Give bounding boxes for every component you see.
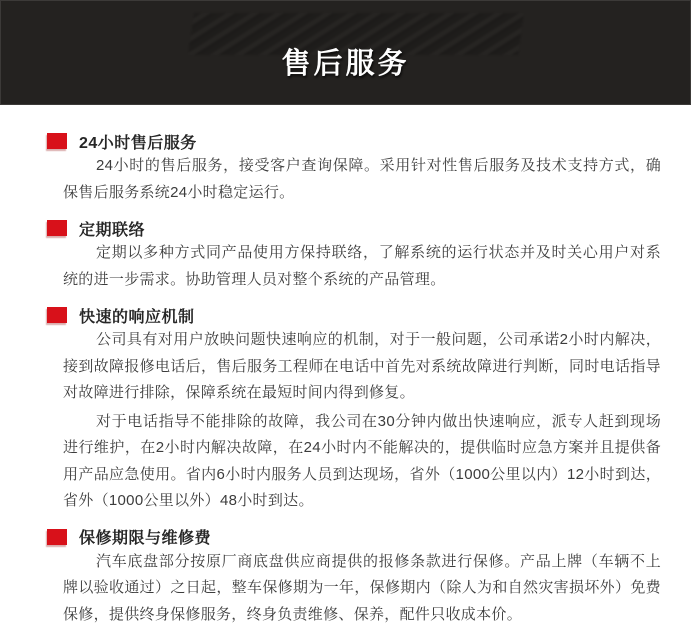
service-section (47, 131, 661, 206)
section-heading (47, 305, 661, 325)
red-square-bullet-icon (47, 307, 67, 323)
section-paragraph: 对于电话指导不能排除的故障，我公司在30分钟内做出快速响应，派专人赶到现场进行维护，在2小时内解决故障，在24小时内不能解决的，提供临时应急方案并且提供备用产品应急使用。省内6小时内服务人员到达现场，省外（1000公里以内）12小时到达，省外（1000公里以外）48小时到达。 (63, 412, 661, 509)
section-paragraph: 定期以多种方式同产品使用方保持联络，了解系统的运行状态并及时关心用户对系统的进一步需求。协助管理人员对整个系统的产品管理。 (63, 244, 661, 288)
section-paragraph: 公司具有对用户放映问题快速响应的机制，对于一般问题，公司承诺2小时内解决，接到故障报修电话后，售后服务工程师在电话中首先对系统故障进行判断，同时电话指导对故障进行排除，保障系统在最短时间内得到修复。 (63, 331, 661, 401)
section-title: 24小时售后服务 (79, 134, 197, 152)
page-title: 售后服务 (281, 48, 410, 80)
section-heading (47, 527, 661, 547)
page-header (0, 0, 691, 105)
red-square-bullet-icon (47, 133, 67, 149)
service-section (47, 218, 661, 293)
red-square-bullet-icon (47, 529, 67, 545)
section-heading (47, 131, 661, 151)
section-heading (47, 218, 661, 238)
red-square-bullet-icon (47, 220, 67, 236)
section-paragraph: 24小时的售后服务，接受客户查询保障。采用针对性售后服务及技术支持方式，确保售后服务系统24小时稳定运行。 (63, 157, 661, 201)
service-section (47, 527, 661, 629)
content-area (0, 105, 691, 628)
section-paragraph: 汽车底盘部分按原厂商底盘供应商提供的报修条款进行保修。产品上牌（车辆不上牌以验收通过）之日起，整车保修期为一年，保修期内（除人为和自然灾害损坏外）免费保修，提供终身保修服务，终身负责维修、保养，配件只收成本价。 (63, 552, 661, 623)
section-title: 快速的响应机制 (79, 308, 195, 326)
section-title: 保修期限与维修费 (79, 530, 212, 547)
section-title: 定期联络 (79, 221, 146, 239)
service-section (47, 305, 661, 515)
